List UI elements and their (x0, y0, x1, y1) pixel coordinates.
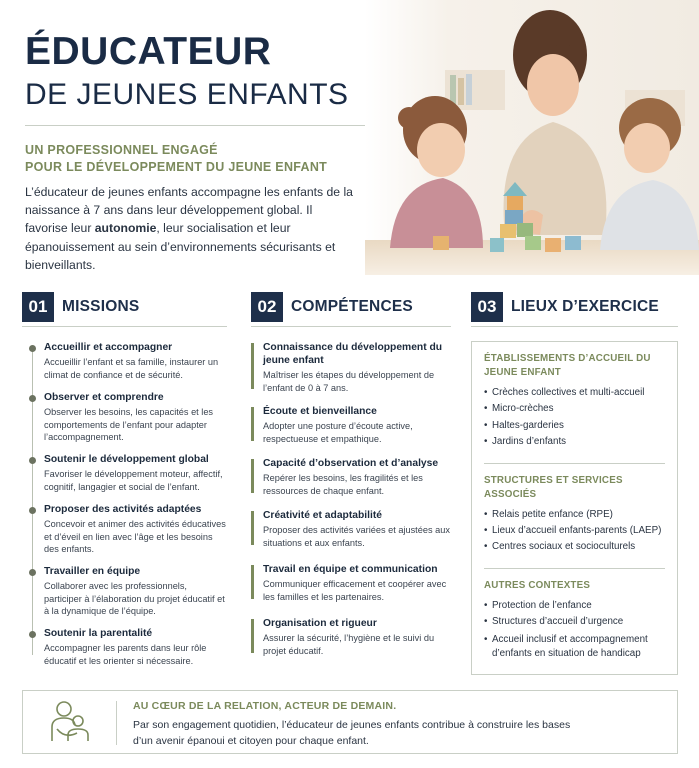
competences-column (251, 292, 451, 661)
intro-bold: autonomie (94, 221, 157, 236)
footer-heading: AU CŒUR DE LA RELATION, ACTEUR DE DEMAIN. (133, 700, 397, 712)
lieux-list (484, 385, 665, 451)
competence-item (251, 341, 451, 405)
mission-item (44, 565, 227, 627)
divider (484, 568, 665, 569)
divider (116, 701, 117, 745)
accent-bar (251, 511, 254, 545)
competence-text: Maîtriser les étapes du développement de l’enfant de 0 à 7 ans. (263, 370, 435, 393)
lieux-group-title: STRUCTURES ET SERVICES ASSOCIÉS (484, 474, 623, 500)
timeline-dot-icon (29, 395, 36, 402)
competence-title: Capacité d’observation et d’analyse (263, 458, 439, 469)
subtitle-line2: POUR LE DÉVELOPPEMENT DU JEUNE ENFANT (25, 160, 328, 174)
mission-text: Favoriser le développement moteur, affectif, cognitif, langagier et social de l’enfant. (44, 469, 223, 492)
list-item: • Structures d’accueil d’urgence (484, 614, 665, 630)
divider (22, 326, 227, 327)
competence-item (251, 617, 451, 661)
mission-title: Soutenir le développement global (44, 454, 209, 465)
hero-photo-educator-children (365, 0, 699, 275)
mission-title: Proposer des activités adaptées (44, 504, 202, 515)
parent-child-icon (47, 699, 93, 745)
hero-subtitle (25, 142, 385, 176)
list-item: • Haltes-garderies (484, 418, 665, 434)
accent-bar (251, 343, 254, 389)
mission-item (44, 453, 227, 503)
list-item: • Micro-crèches (484, 401, 665, 417)
missions-timeline (28, 341, 227, 667)
accent-bar (251, 407, 254, 441)
list-item: • Lieux d’accueil enfants-parents (LAEP) (484, 523, 665, 539)
lieux-column (471, 292, 678, 327)
competence-text: Assurer la sécurité, l’hygiène et le suivi du projet éducatif. (263, 633, 435, 656)
lieux-group-title: ÉTABLISSEMENTS D’ACCUEIL DU JEUNE ENFANT (484, 353, 651, 378)
intro-text-1: L’éducateur de jeunes enfants accompagne les enfants de la naissance à 7 ans dans leur développement global. Il favorise leur (25, 185, 353, 236)
timeline-dot-icon (29, 631, 36, 638)
footer-text: Par son engagement quotidien, l’éducateur de jeunes enfants contribue à construire les bases d’un avenir épanoui et citoyen pour chaque enfant. (133, 719, 571, 747)
mission-text: Accompagner les parents dans leur rôle éducatif et les orienter si nécessaire. (44, 643, 207, 666)
lieux-list (484, 598, 665, 661)
competence-item (251, 563, 451, 617)
intro-text-2: , leur socialisation et leur épanouissement au sein d’environnements sécurisants et bienveillants. (25, 221, 336, 272)
lieux-group (484, 474, 665, 556)
mission-item (44, 503, 227, 565)
subtitle-line1: UN PROFESSIONNEL ENGAGÉ (25, 143, 218, 157)
accent-bar (251, 619, 254, 653)
section-title: COMPÉTENCES (291, 298, 413, 315)
section-title: MISSIONS (62, 298, 140, 315)
section-number-badge: 02 (251, 292, 283, 322)
timeline-dot-icon (29, 457, 36, 464)
section-title: LIEUX D’EXERCICE (511, 298, 659, 315)
mission-title: Accueillir et accompagner (44, 342, 173, 353)
competence-title: Connaissance du développement du jeune enfant (263, 342, 443, 366)
divider (484, 463, 665, 464)
divider (25, 125, 365, 126)
timeline-dot-icon (29, 507, 36, 514)
list-item: • Crèches collectives et multi-accueil (484, 385, 665, 401)
section-number-badge: 01 (22, 292, 54, 322)
section-number-badge: 03 (471, 292, 503, 322)
accent-bar (251, 565, 254, 599)
competence-title: Organisation et rigueur (263, 618, 377, 629)
missions-column (22, 292, 227, 667)
intro-paragraph (25, 183, 355, 274)
list-item: • Relais petite enfance (RPE) (484, 507, 665, 523)
competence-text: Adopter une posture d’écoute active, respectueuse et empathique. (263, 421, 413, 444)
competence-text: Communiquer efficacement et coopérer avec les familles et les partenaires. (263, 579, 447, 602)
competence-item (251, 509, 451, 563)
mission-item (44, 391, 227, 453)
lieux-group (484, 579, 665, 661)
mission-item (44, 627, 227, 667)
footer-banner (22, 690, 678, 754)
hero-title (25, 30, 385, 113)
page-title: ÉDUCATEUR (25, 30, 272, 73)
mission-title: Travailler en équipe (44, 566, 141, 577)
mission-text: Collaborer avec les professionnels, participer à l’élaboration du projet éducatif et à la dynamique de l’équipe. (44, 581, 225, 617)
accent-bar (251, 459, 254, 493)
competence-title: Écoute et bienveillance (263, 406, 377, 417)
competence-title: Créativité et adaptabilité (263, 510, 383, 521)
competence-text: Proposer des activités variées et ajustées aux situations et aux enfants. (263, 525, 450, 548)
mission-title: Soutenir la parentalité (44, 628, 153, 639)
mission-text: Accueillir l’enfant et sa famille, instaurer un climat de confiance et de sécurité. (44, 357, 219, 380)
mission-item (44, 341, 227, 391)
lieux-header (471, 292, 678, 322)
divider (471, 326, 678, 327)
mission-text: Concevoir et animer des activités éducatives et d’éveil en lien avec l’âge et les besoins des enfants. (44, 519, 226, 555)
lieux-list (484, 507, 665, 556)
lieux-box (471, 341, 678, 675)
lieux-group-title: AUTRES CONTEXTES (484, 579, 591, 591)
missions-header (22, 292, 227, 322)
mission-text: Observer les besoins, les capacités et les comportements de l’enfant pour adapter l’accompagnement. (44, 407, 214, 443)
competence-title: Travail en équipe et communication (263, 564, 438, 575)
list-item: • Accueil inclusif et accompagnement d’enfants en situation de handicap (484, 633, 665, 661)
list-item: • Centres sociaux et socioculturels (484, 539, 665, 555)
competence-item (251, 457, 451, 509)
page-title-line2: DE JEUNES ENFANTS (25, 78, 349, 111)
mission-title: Observer et comprendre (44, 392, 164, 403)
divider (251, 326, 451, 327)
competence-item (251, 405, 451, 457)
competences-header (251, 292, 451, 322)
timeline-dot-icon (29, 569, 36, 576)
competence-text: Repérer les besoins, les fragilités et les ressources de chaque enfant. (263, 473, 423, 496)
list-item: • Protection de l’enfance (484, 598, 665, 614)
list-item: • Jardins d’enfants (484, 434, 665, 450)
timeline-dot-icon (29, 345, 36, 352)
competences-list (251, 341, 451, 661)
lieux-group (484, 352, 665, 451)
